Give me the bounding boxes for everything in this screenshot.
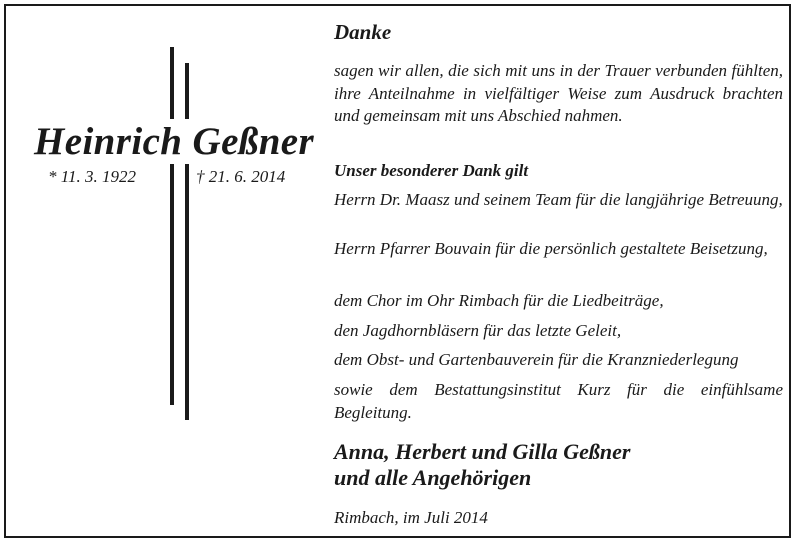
thanks-item: Herrn Dr. Maasz und seinem Team für die langjährige Betreuung, [334, 190, 783, 209]
thanks-intro: sagen wir allen, die sich mit uns in der Trauer verbunden fühlten, ihre Anteilnahme in vielfältiger Weise zum Ausdruck brachten und gemeinsam mit uns Abschied nahmen. [334, 61, 783, 125]
signature-line-2: und alle Angehörigen [334, 465, 532, 490]
thanks-item: dem Obst- und Gartenbauverein für die Kranzniederlegung [334, 350, 739, 369]
thanks-heading: Danke [334, 20, 392, 44]
death-date: † 21. 6. 2014 [196, 167, 286, 186]
cross-bar-right [185, 63, 189, 420]
place-date: Rimbach, im Juli 2014 [334, 508, 488, 527]
thanks-item: dem Chor im Ohr Rimbach für die Liedbeiträge, [334, 291, 664, 310]
deceased-name: Heinrich Geßner [34, 119, 320, 164]
notice-frame [4, 4, 791, 538]
thanks-item: den Jagdhornbläsern für das letzte Geleit, [334, 321, 622, 340]
thanks-item: Herrn Pfarrer Bouvain für die persönlich gestaltete Beisetzung, [334, 239, 768, 258]
cross-bar-left [170, 47, 174, 405]
thanks-item: sowie dem Bestattungsinstitut Kurz für die einfühlsame Begleitung. [334, 380, 783, 422]
signature-line-1: Anna, Herbert und Gilla Geßner [334, 439, 631, 464]
special-thanks-heading: Unser besonderer Dank gilt [334, 161, 529, 180]
birth-date: * 11. 3. 1922 [48, 167, 136, 186]
